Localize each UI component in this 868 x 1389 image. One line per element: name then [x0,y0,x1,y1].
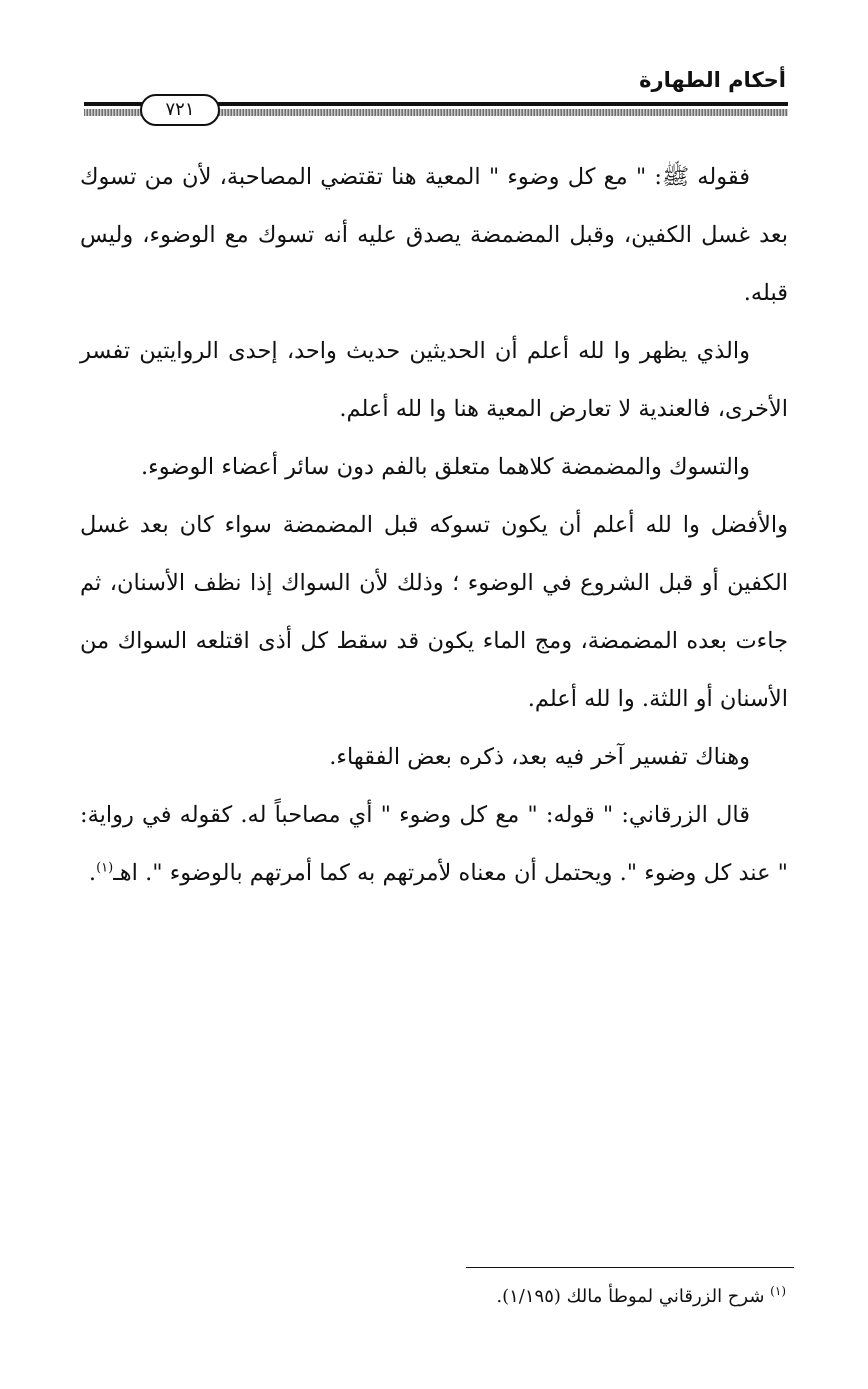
paragraph-6-text: قال الزرقاني: " قوله: " مع كل وضوء " أي مصاحباً له. كقوله في رواية: " عند كل وضوء ". ويحتمل أن معناه لأمرتهم به كما أمرتهم بالوضوء ". اهـ [80,802,788,886]
page-header [0,0,868,140]
paragraph-2: والذي يظهر وا لله أعلم أن الحديثين حديث واحد، إحدى الروايتين تفسر الأخرى، فالعندية لا تعارض المعية هنا وا لله أعلم. [80,338,788,422]
paragraph-6-end: . [88,860,97,886]
footnote-reference: (١) [96,860,114,876]
footnote-separator [466,1267,794,1268]
page-number: ٧٢١ [140,94,220,126]
footnote [496,1282,786,1312]
paragraph-6 [80,786,788,902]
paragraph-3: والتسوك والمضمضة كلاهما متعلق بالفم دون سائر أعضاء الوضوء. [140,454,750,480]
paragraph-1: فقوله ﷺ: " مع كل وضوء " المعية هنا تقتضي المصاحبة، لأن من تسوك بعد غسل الكفين، وقبل المضمضة يصدق عليه أنه تسوك مع الوضوء، وليس قبله. [80,164,788,306]
body-text [80,148,788,902]
footnote-marker: (١) [770,1284,786,1298]
footnote-text: شرح الزرقاني لموطأ مالك (١/١٩٥). [496,1286,765,1307]
paragraph-5: وهناك تفسير آخر فيه بعد، ذكره بعض الفقهاء. [329,744,750,770]
running-title: أحكام الطهارة [639,68,786,92]
paragraph-4: والأفضل وا لله أعلم أن يكون تسوكه قبل المضمضة سواء كان بعد غسل الكفين أو قبل الشروع في الوضوء ؛ وذلك لأن السواك إذا نظف الأسنان، ثم جاءت بعده المضمضة، ومج الماء يكون قد سقط كل أذى اقتلعه السواك من الأسنان أو اللثة. وا لله أعلم. [80,512,788,712]
